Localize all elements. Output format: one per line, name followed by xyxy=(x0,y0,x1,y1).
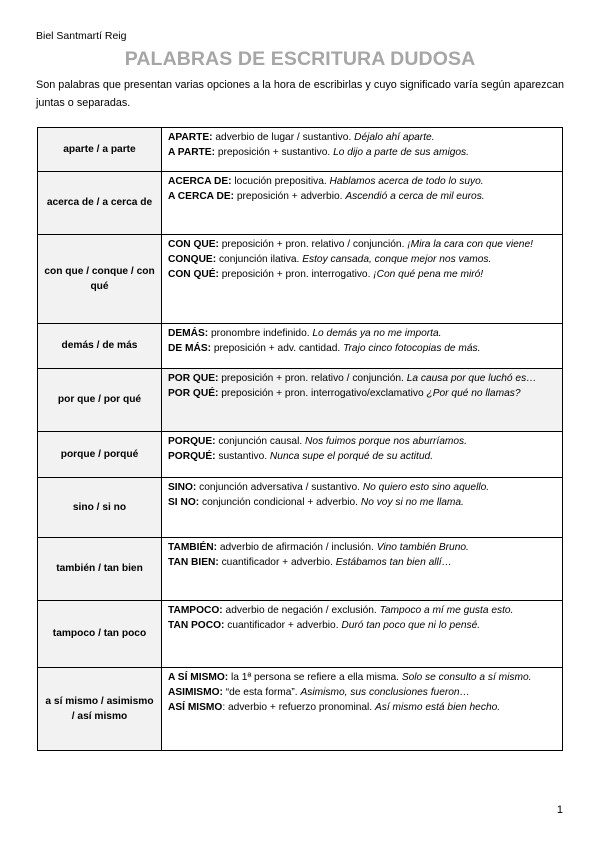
example-sentence: Estoy cansada, conque mejor nos vamos. xyxy=(302,254,492,266)
example-sentence: Hablamos acerca de todo lo suyo. xyxy=(329,176,484,187)
definition-cell xyxy=(162,432,563,478)
definition-line xyxy=(168,603,557,618)
example-sentence: No voy si no me llama. xyxy=(360,497,464,509)
definition-keyword: SI NO: xyxy=(168,497,200,509)
definition-text: preposición + adv. cantidad. xyxy=(211,343,344,355)
definition-text: la 1ª persona se refiere a ella misma. xyxy=(228,672,402,683)
example-sentence: Vino también Bruno. xyxy=(376,542,469,553)
definition-cell xyxy=(162,172,563,235)
definition-text: cuantificador + adverbio. xyxy=(218,557,336,569)
definition-keyword: A SÍ MISMO: xyxy=(168,672,229,683)
definition-text: conjunción causal. xyxy=(215,436,306,447)
definition-line xyxy=(168,434,557,449)
definition-cell xyxy=(162,538,563,601)
table-row xyxy=(38,172,563,235)
table-row xyxy=(38,128,563,172)
definition-line xyxy=(168,449,557,464)
term-cell: acerca de / a cerca de xyxy=(38,172,162,235)
definition-line xyxy=(168,555,557,570)
table-row xyxy=(38,235,563,324)
definition-line xyxy=(168,189,557,204)
definition-cell xyxy=(162,128,563,172)
example-sentence: Así mismo está bien hecho. xyxy=(374,702,501,714)
definition-text: locución prepositiva. xyxy=(231,176,330,187)
page-number: 1 xyxy=(556,804,563,816)
definition-line xyxy=(168,685,557,700)
term-cell: porque / porqué xyxy=(38,432,162,478)
definition-cell xyxy=(162,369,563,432)
definition-line xyxy=(168,145,557,160)
example-sentence: ¡Mira la cara con que viene! xyxy=(407,239,533,250)
definition-line xyxy=(168,670,557,685)
definition-keyword: ASÍ MISMO xyxy=(168,702,223,714)
example-sentence: ¡Con qué pena me miró! xyxy=(373,269,484,281)
definition-keyword: TAMBIÉN: xyxy=(168,542,218,553)
definition-keyword: PORQUÉ: xyxy=(168,451,216,463)
definition-text: “de esta forma”. xyxy=(222,687,301,699)
intro-paragraph: Son palabras que presentan varias opciones a la hora de escribirlas y cuyo significado varía según aparezcan juntas o separadas. xyxy=(36,79,564,109)
example-sentence: La causa por que luchó es… xyxy=(406,373,537,384)
definition-line xyxy=(168,326,557,341)
definition-cell xyxy=(162,668,563,751)
definition-line xyxy=(168,341,557,356)
definition-text: preposición + sustantivo. xyxy=(214,147,334,159)
definition-keyword: CON QUE: xyxy=(168,239,219,250)
example-sentence: Duró tan poco que ni lo pensé. xyxy=(341,620,481,632)
definition-text: sustantivo. xyxy=(215,451,270,463)
definition-text: adverbio de lugar / sustantivo. xyxy=(212,132,355,143)
definition-line xyxy=(168,371,557,386)
definition-text: conjunción adversativa / sustantivo. xyxy=(196,482,363,493)
term-cell: a sí mismo / asimismo / así mismo xyxy=(38,668,162,751)
example-sentence: Trajo cinco fotocopias de más. xyxy=(343,343,481,355)
definition-keyword: DE MÁS: xyxy=(168,343,212,355)
author-name: Biel Santmartí Reig xyxy=(36,30,127,42)
term-cell: demás / de más xyxy=(38,324,162,369)
table-row xyxy=(38,478,563,538)
definition-keyword: POR QUÉ: xyxy=(168,388,219,400)
definition-cell xyxy=(162,235,563,324)
table-row xyxy=(38,538,563,601)
table-row xyxy=(38,668,563,751)
table-row xyxy=(38,601,563,668)
definition-line xyxy=(168,495,557,510)
definition-keyword: ACERCA DE: xyxy=(168,176,232,187)
definition-text: preposición + pron. relativo / conjunción. xyxy=(218,373,407,384)
example-sentence: Nos fuimos porque nos aburríamos. xyxy=(305,436,467,447)
definition-cell xyxy=(162,478,563,538)
definition-keyword: SINO: xyxy=(168,482,197,493)
definition-text: preposición + adverbio. xyxy=(234,191,346,203)
term-cell: aparte / a parte xyxy=(38,128,162,172)
definition-cell xyxy=(162,601,563,668)
definition-line xyxy=(168,700,557,715)
example-sentence: No quiero esto sino aquello. xyxy=(362,482,490,493)
definition-keyword: TAN BIEN: xyxy=(168,557,219,569)
definition-keyword: TAN POCO: xyxy=(168,620,225,632)
page-title: PALABRAS DE ESCRITURA DUDOSA xyxy=(124,48,476,70)
table-row xyxy=(38,432,563,478)
definition-keyword: CON QUÉ: xyxy=(168,269,219,281)
definition-text: conjunción condicional + adverbio. xyxy=(199,497,361,509)
definition-text: cuantificador + adverbio. xyxy=(224,620,342,632)
definition-line xyxy=(168,237,557,252)
table-row xyxy=(38,324,563,369)
definition-text: preposición + pron. relativo / conjunción. xyxy=(218,239,408,250)
term-cell: sino / si no xyxy=(38,478,162,538)
example-sentence: ¿Por qué no llamas? xyxy=(426,388,521,400)
definition-line xyxy=(168,540,557,555)
definition-cell xyxy=(162,324,563,369)
definition-keyword: DEMÁS: xyxy=(168,328,209,339)
words-table xyxy=(37,127,563,751)
table-row xyxy=(38,369,563,432)
example-sentence: Nunca supe el porqué de su actitud. xyxy=(269,451,434,463)
example-sentence: Asimismo, sus conclusiones fueron… xyxy=(300,687,470,699)
definition-text: adverbio de negación / exclusión. xyxy=(222,605,380,616)
example-sentence: Ascendió a cerca de mil euros. xyxy=(345,191,485,203)
definition-keyword: CONQUE: xyxy=(168,254,217,266)
definition-line xyxy=(168,174,557,189)
example-sentence: Estábamos tan bien allí… xyxy=(335,557,452,569)
definition-text: pronombre indefinido. xyxy=(208,328,313,339)
term-cell: por que / por qué xyxy=(38,369,162,432)
term-cell: con que / conque / con qué xyxy=(38,235,162,324)
example-sentence: Solo se consulto a sí mismo. xyxy=(401,672,532,683)
definition-text: conjunción ilativa. xyxy=(216,254,303,266)
definition-keyword: PORQUE: xyxy=(168,436,216,447)
definition-keyword: POR QUE: xyxy=(168,373,219,384)
definition-keyword: TAMPOCO: xyxy=(168,605,223,616)
definition-text: preposición + pron. interrogativo/exclamativo xyxy=(218,388,427,400)
definition-line xyxy=(168,618,557,633)
definition-line xyxy=(168,130,557,145)
definition-keyword: ASIMISMO: xyxy=(168,687,223,699)
definition-text: : adverbio + refuerzo pronominal. xyxy=(222,702,375,714)
example-sentence: Lo demás ya no me importa. xyxy=(312,328,442,339)
definition-line xyxy=(168,267,557,282)
definition-keyword: APARTE: xyxy=(168,132,213,143)
definition-line xyxy=(168,386,557,401)
definition-keyword: A PARTE: xyxy=(168,147,215,159)
definition-text: adverbio de afirmación / inclusión. xyxy=(217,542,377,553)
term-cell: también / tan bien xyxy=(38,538,162,601)
definition-line xyxy=(168,252,557,267)
example-sentence: Tampoco a mí me gusta esto. xyxy=(379,605,514,616)
example-sentence: Déjalo ahí aparte. xyxy=(354,132,435,143)
example-sentence: Lo dijo a parte de sus amigos. xyxy=(333,147,469,159)
term-cell: tampoco / tan poco xyxy=(38,601,162,668)
definition-keyword: A CERCA DE: xyxy=(168,191,235,203)
definition-line xyxy=(168,480,557,495)
definition-text: preposición + pron. interrogativo. xyxy=(218,269,374,281)
